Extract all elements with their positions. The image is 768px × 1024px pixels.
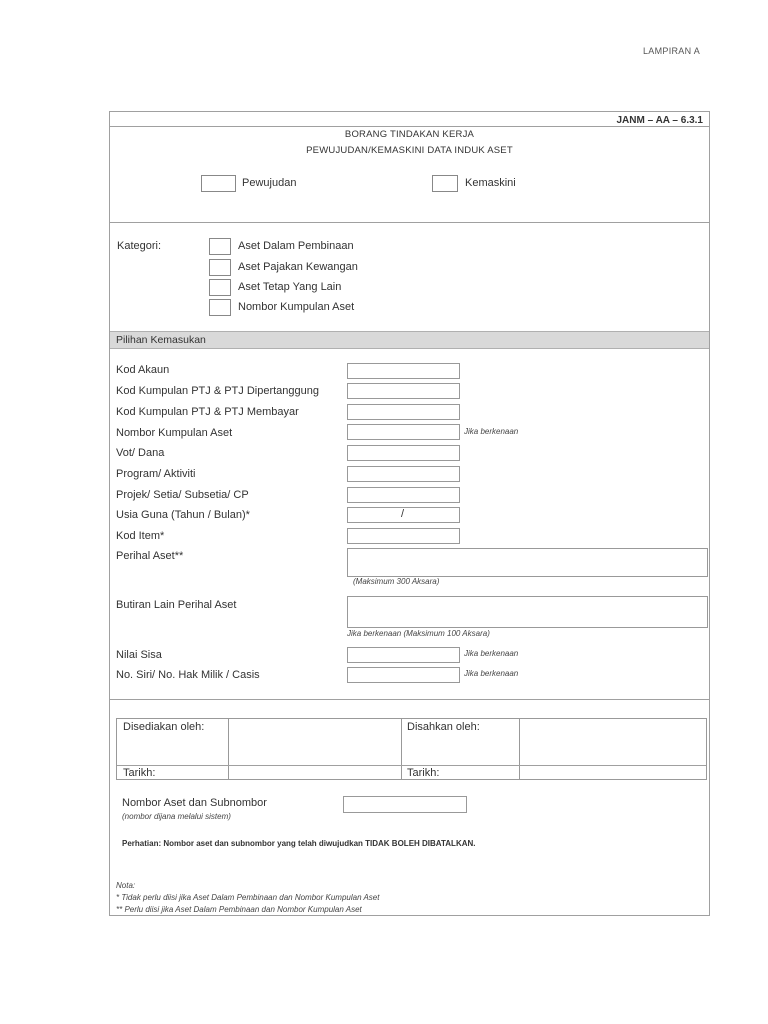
sig-divider-2	[401, 719, 402, 779]
mode-divider	[110, 222, 709, 223]
nombor-kumpulan-aset-input[interactable]	[347, 424, 460, 440]
pewujudan-label: Pewujudan	[242, 177, 297, 189]
sig-divider-3	[519, 719, 520, 779]
kategori-option-pajakan: Aset Pajakan Kewangan	[238, 261, 358, 273]
butiran-lain-note: Jika berkenaan (Maksimum 100 Aksara)	[347, 629, 490, 638]
kod-akaun-input[interactable]	[347, 363, 460, 379]
prepared-by-label: Disediakan oleh:	[123, 721, 205, 733]
field-label-no-siri: No. Siri/ No. Hak Milik / Casis	[116, 669, 260, 681]
ptj-membayar-input[interactable]	[347, 404, 460, 420]
asset-number-note: (nombor dijana melalui sistem)	[122, 812, 231, 821]
field-label-kod-item: Kod Item*	[116, 530, 165, 542]
form-title-line2: PEWUJUDAN/KEMASKINI DATA INDUK ASET	[306, 145, 513, 156]
pewujudan-checkbox[interactable]	[201, 175, 236, 192]
signature-block	[116, 718, 707, 780]
field-label-ptj-membayar: Kod Kumpulan PTJ & PTJ Membayar	[116, 406, 299, 418]
ptj-dipertanggung-input[interactable]	[347, 383, 460, 399]
nilai-sisa-note: Jika berkenaan	[464, 649, 519, 658]
nilai-sisa-input[interactable]	[347, 647, 460, 663]
kategori-option-pembinaan: Aset Dalam Pembinaan	[238, 240, 354, 252]
fields-divider	[110, 699, 709, 700]
kategori-label: Kategori:	[117, 240, 162, 252]
field-label-vot-dana: Vot/ Dana	[116, 447, 165, 459]
field-label-program-aktiviti: Program/ Aktiviti	[116, 468, 196, 480]
kod-item-input[interactable]	[347, 528, 460, 544]
header-divider	[110, 126, 709, 127]
usia-guna-input[interactable]	[347, 507, 460, 523]
field-label-projek: Projek/ Setia/ Subsetia/ CP	[116, 489, 249, 501]
asset-number-field	[343, 796, 467, 813]
field-label-ptj-dipertanggung: Kod Kumpulan PTJ & PTJ Dipertanggung	[116, 385, 320, 397]
kategori-checkbox-pajakan[interactable]	[209, 259, 231, 276]
form-title-line1: BORANG TINDAKAN KERJA	[344, 129, 475, 140]
field-label-perihal-aset: Perihal Aset**	[116, 550, 184, 562]
perhatian-text: Perhatian: Nombor aset dan subnombor yang telah diwujudkan TIDAK BOLEH DIBATALKAN.	[122, 839, 476, 848]
kategori-option-tetap: Aset Tetap Yang Lain	[238, 281, 342, 293]
field-label-nilai-sisa: Nilai Sisa	[116, 649, 162, 661]
date-right-label: Tarikh:	[407, 767, 440, 779]
asset-number-label: Nombor Aset dan Subnombor	[122, 797, 267, 809]
section-header	[110, 331, 709, 349]
date-left-label: Tarikh:	[123, 767, 156, 779]
kategori-checkbox-kumpulan[interactable]	[209, 299, 231, 316]
nota-line2: ** Perlu diisi jika Aset Dalam Pembinaan dan Nombor Kumpulan Aset	[116, 905, 362, 914]
no-siri-note: Jika berkenaan	[464, 669, 519, 678]
section-title: Pilihan Kemasukan	[116, 334, 206, 346]
kategori-checkbox-pembinaan[interactable]	[209, 238, 231, 255]
kategori-checkbox-tetap[interactable]	[209, 279, 231, 296]
program-aktiviti-input[interactable]	[347, 466, 460, 482]
form-container	[109, 111, 710, 916]
nota-title: Nota:	[116, 881, 136, 890]
sig-date-divider	[117, 765, 706, 766]
field-label-nombor-kumpulan-aset: Nombor Kumpulan Aset	[116, 427, 233, 439]
approved-by-label: Disahkan oleh:	[407, 721, 480, 733]
butiran-lain-input[interactable]	[347, 596, 708, 628]
kemaskini-label: Kemaskini	[465, 177, 516, 189]
projek-input[interactable]	[347, 487, 460, 503]
perihal-aset-note: (Maksimum 300 Aksara)	[353, 577, 440, 586]
nombor-kumpulan-aset-note: Jika berkenaan	[464, 427, 519, 436]
field-label-usia-guna: Usia Guna (Tahun / Bulan)*	[116, 509, 250, 521]
no-siri-input[interactable]	[347, 667, 460, 683]
sig-divider-1	[228, 719, 229, 779]
form-code: JANM – AA – 6.3.1	[616, 115, 703, 126]
field-label-butiran-lain: Butiran Lain Perihal Aset	[116, 599, 237, 611]
vot-dana-input[interactable]	[347, 445, 460, 461]
nota-line1: * Tidak perlu diisi jika Aset Dalam Pembinaan dan Nombor Kumpulan Aset	[116, 893, 380, 902]
kemaskini-checkbox[interactable]	[432, 175, 458, 192]
field-label-kod-akaun: Kod Akaun	[116, 364, 170, 376]
kategori-option-kumpulan: Nombor Kumpulan Aset	[238, 301, 355, 313]
usia-guna-separator: /	[401, 508, 405, 520]
lampiran-label: LAMPIRAN A	[643, 46, 701, 56]
perihal-aset-input[interactable]	[347, 548, 708, 577]
